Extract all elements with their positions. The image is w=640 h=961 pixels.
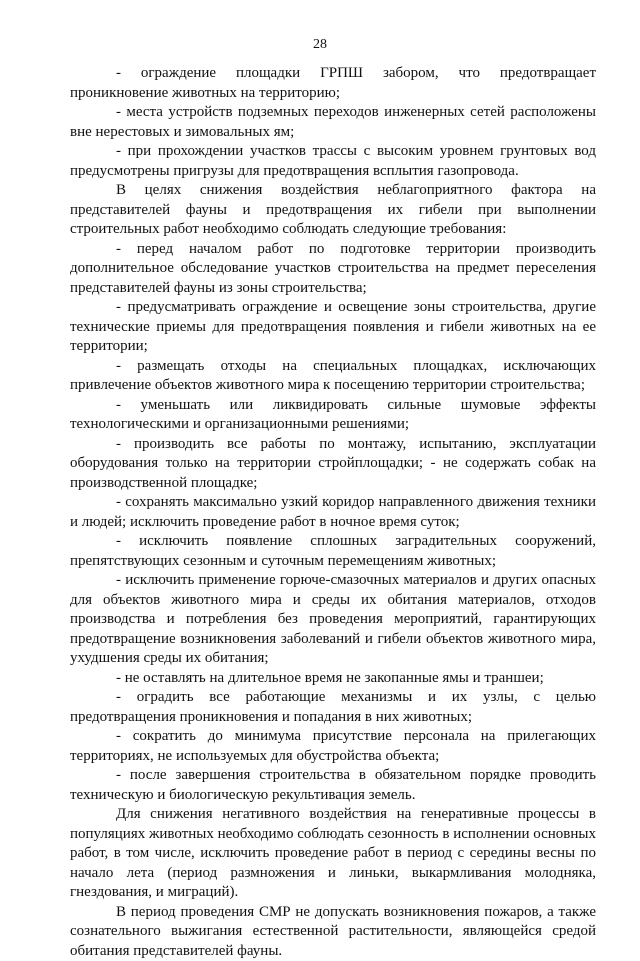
paragraph: В период проведения СМР не допускать возникновения пожаров, а также сознательного выжигания естественной растительности, являющейся средой обитания представителей фауны. <box>70 903 596 961</box>
paragraph: - после завершения строительства в обязательном порядке проводить техническую и биологическую рекультивация земель. <box>70 766 596 805</box>
paragraph: - предусматривать ограждение и освещение зоны строительства, другие технические приемы для предотвращения появления и гибели животных на ее территории; <box>70 298 596 357</box>
paragraph: - производить все работы по монтажу, испытанию, эксплуатации оборудования только на территории стройплощадки; - не содержать собак на производственной площадке; <box>70 435 596 494</box>
paragraph: В целях снижения воздействия неблагоприятного фактора на представителей фауны и предотвращения их гибели при выполнении строительных работ необходимо соблюдать следующие требования: <box>70 181 596 240</box>
paragraph: - перед началом работ по подготовке территории производить дополнительное обследование участков строительства на предмет переселения представителей фауны из зоны строительства; <box>70 240 596 299</box>
paragraph: - исключить появление сплошных заградительных сооружений, препятствующих сезонным и суточным перемещениям животных; <box>70 532 596 571</box>
paragraph: - места устройств подземных переходов инженерных сетей расположены вне нерестовых и зимовальных ям; <box>70 103 596 142</box>
document-body <box>70 64 596 961</box>
paragraph: - оградить все работающие механизмы и их узлы, с целью предотвращения проникновения и попадания в них животных; <box>70 688 596 727</box>
paragraph: - размещать отходы на специальных площадках, исключающих привлечение объектов животного мира к посещению территории строительства; <box>70 357 596 396</box>
page-number: 28 <box>0 37 640 53</box>
paragraph: - сократить до минимума присутствие персонала на прилегающих территориях, не используемых для обустройства объекта; <box>70 727 596 766</box>
paragraph: - не оставлять на длительное время не закопанные ямы и траншеи; <box>70 669 596 689</box>
paragraph: - уменьшать или ликвидировать сильные шумовые эффекты технологическими и организационными решениями; <box>70 396 596 435</box>
paragraph: Для снижения негативного воздействия на генеративные процессы в популяциях животных необходимо соблюдать сезонность в исполнении основных работ, в том числе, исключить проведение работ в период с середины весны по начало лета (период размножения и линьки, выкармливания молодняка, гнездования, и миграций). <box>70 805 596 903</box>
paragraph: - сохранять максимально узкий коридор направленного движения техники и людей; исключить проведение работ в ночное время суток; <box>70 493 596 532</box>
paragraph: - ограждение площадки ГРПШ забором, что предотвращает проникновение животных на территорию; <box>70 64 596 103</box>
paragraph: - при прохождении участков трассы с высоким уровнем грунтовых вод предусмотрены пригрузы для предотвращения всплытия газопровода. <box>70 142 596 181</box>
paragraph: - исключить применение горюче-смазочных материалов и других опасных для объектов животного мира и среды их обитания материалов, отходов производства и потребления без проведения мероприятий, гарантирующих предотвращение возникновения заболеваний и гибели объектов животного мира, ухудшения среды их обитания; <box>70 571 596 669</box>
